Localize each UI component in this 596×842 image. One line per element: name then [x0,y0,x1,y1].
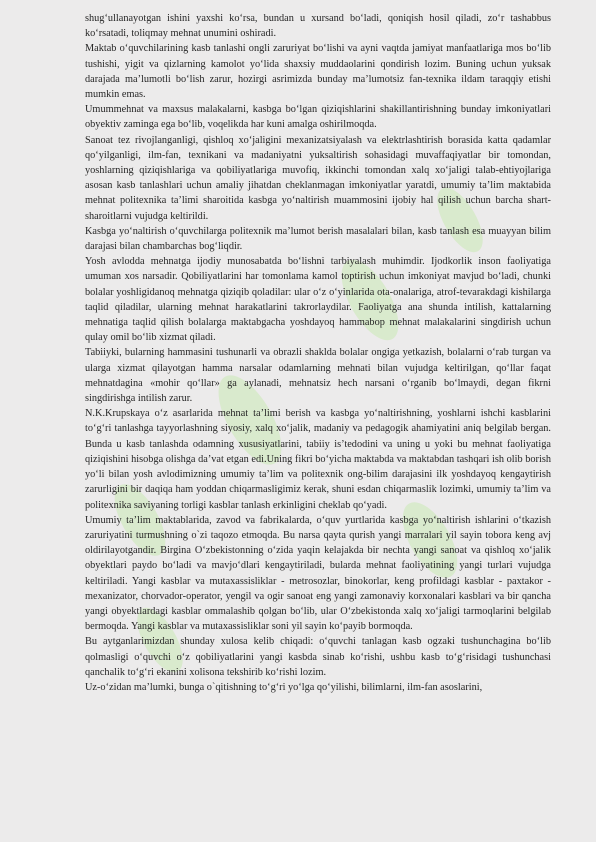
paragraph: Tabiiyki, bularning hammasini tushunarli va obrazli shaklda bolalar ongiga yetkazish, bolalarni o‘rab turgan va ularga xizmat qilayotgan hamma narsalar odamlarning mehnati bilan vujudga keltirilgan, qo‘llar faqat mehnatdagina «mohir qo‘llar» ga aylanadi, mehnatsiz hech narsani o‘rganib bo‘lmaydi, degan fikrni singdirishga intilish zarur. [85,347,551,405]
paragraph: Uz-o‘zidan ma’lumki, bunga o`qitishning to‘g‘ri yo‘lga qo‘yilishi, bilimlarni, ilm-fan asoslarini, [85,681,483,693]
paragraph: Umumiy ta’lim maktablarida, zavod va fabrikalarda, o‘quv yurtlarida kasbga yo‘naltirish ishlarini o‘tkazish zaruriyatini turmushning o`zi taqozo etmoqda. Bu narsa qayta qurish yangi marralari yil sayin tobora keng avj oldirilayotgandir. Birgina O‘zbekistonning o‘zida yaqin kelajakda bir nechta yangi sanoat va qishloq xo‘jalik obyektlari paydo bo‘ladi va mavjo‘dlari kengaytiriladi, bularda mehnat faoliyatining yangi turlari vujudga keltiriladi. Yangi kasblar va mutaxassisliklar - metrosozlar, binokorlar, keng profildagi kasblar - paxtakor - mexanizator, chorvador-operator, yengil va ogir sanoat eng yangi zamonaviy korxonalari kasblari va bir qancha yangi obyektlardagi kasblar ommalashib qolgan bo‘lib, ular O‘zbekistonda xalq xo‘jaligi tarmoqlarini belgilab bermoqda. Yangi kasblar va mutaxassisliklar soni yil sayin ko‘payib bormoqda. [85,514,551,633]
paragraph: Kasbga yo‘naltirish o‘quvchilarga politexnik ma’lumot berish masalalari bilan, kasb tanlash esa muayyan bilim darajasi bilan chambarchas bog‘liqdir. [85,225,551,253]
paragraph: Bu aytganlarimizdan shunday xulosa kelib chiqadi: o‘quvchi tanlagan kasb ogzaki tushunchagina bo‘lib qolmasligi o‘quvchi o‘z qobiliyatlarini yangi kasbda sinab ko‘rishi, ushbu kasb to‘g‘risidagi tushunchasi qanchalik to‘g‘ri ekanini xolisona tekshirib ko‘rishi lozim. [85,636,551,678]
paragraph: Umummehnat va maxsus malakalarni, kasbga bo‘lgan qiziqishlarini shakillantirishning bunday imkoniyatlari obyektiv zaminga ega bo‘lib, voqelikda har kuni amalga oshirilmoqda. [85,104,551,131]
paragraph: shug‘ullanayotgan ishini yaxshi ko‘rsa, bundan u xursand bo‘ladi, qoniqish hosil qiladi, zo‘r tashabbus ko‘rsatadi, toliqmay mehnat unumini oshiradi. [85,13,551,40]
body-text [85,11,551,695]
paragraph: Yosh avlodda mehnatga ijodiy munosabatda bo‘lishni tarbiyalash muhimdir. Ijodkorlik inson faoliyatiga umuman xos narsadir. Qobiliyatlarini har tomonlama kamol toptirish uchun imkoniyat mavjud bo‘ladi, chunki bolalar yoshligidanoq mehnatga qiziqib qoladilar: ular o‘z o‘yinlarida ota-onalariga, atrof-tevarakdagi kishilarga taqlid qiladilar, ularning mehnat harakatlarini takrorlaydilar. Faoliyatga ana shunda intilish, kattalarning mehnatiga taqlid qilish bolalarga maktabgacha yoshdayoq hammabop mehnat malakalarini singdirish uchun qulay omil bo‘lib xizmat qiladi. [85,256,551,344]
paragraph: N.K.Krupskaya o‘z asarlarida mehnat ta’limi berish va kasbga yo‘naltirishning, yoshlarni ishchi kasblarini to‘g‘ri tanlashga tayyorlashning siyosiy, xalq xo‘jalik, madaniy va pedagogik ahamiyatini aniq belgilab bergan. Bunda u kasb tanlashda odamning xususiyatlarini, tabiiy is’tedodini va uning u yoki bu mehnat faoliyatiga qiziqishini hisobga olishga da’vat etgan edi.Uning fikri bo‘yicha maktabda va maktabdan tashqari ish olib borish yo‘li bilan yosh avlodimizning umumiy ta’lim va politexnik ong-bilim darajasini ilk yoshdayoq kengaytirish zarurligini bir daqiqa ham yoddan chiqarmasligimiz kerak, shuni esdan chiqarmaslik lozimki, umumiy ta’lim va politexnika saviyaning torligi kasblar tanlash erkinligini cheklab qo‘yadi. [85,408,551,511]
paragraph: Sanoat tez rivojlanganligi, qishloq xo‘jaligini mexanizatsiyalash va elektrlashtirish borasida katta qadamlar qo‘yilganligi, ilm-fan, texnikani va madaniyatni yuksaltirish sohasidagi muvaffaqiyatlar bir tomondan, yoshlarning qiziqishlariga va qobiliyatlariga muvofiq, ikkinchi tomondan xalq xo‘jaligi talab-ehtiyojlariga asosan kasb tanlashlari uchun amaliy jihatdan cheklanmagan imkoniyatlar yaratdi, umumiy ta’lim maktabida mehnat politexnika ta’limi sharoitida kasbga yo‘naltirish muammosini ijobiy hal qilish uchun barcha shart-sharoitlarni vujudga keltirildi. [85,134,551,222]
paragraph: Maktab o‘quvchilarining kasb tanlashi ongli zaruriyat bo‘lishi va ayni vaqtda jamiyat manfaatlariga mos bo‘lib tushishi, yigit va qizlarning kamolot yo‘lida shaxsiy muddaolarini qondirish lozim. Buning uchun yuksak darajada ma’lumotli bo‘lish zarur, hozirgi asrimizda bunday ma’lumotsiz fan-texnika ildam taraqqiy etishi mumkin emas. [85,43,551,101]
